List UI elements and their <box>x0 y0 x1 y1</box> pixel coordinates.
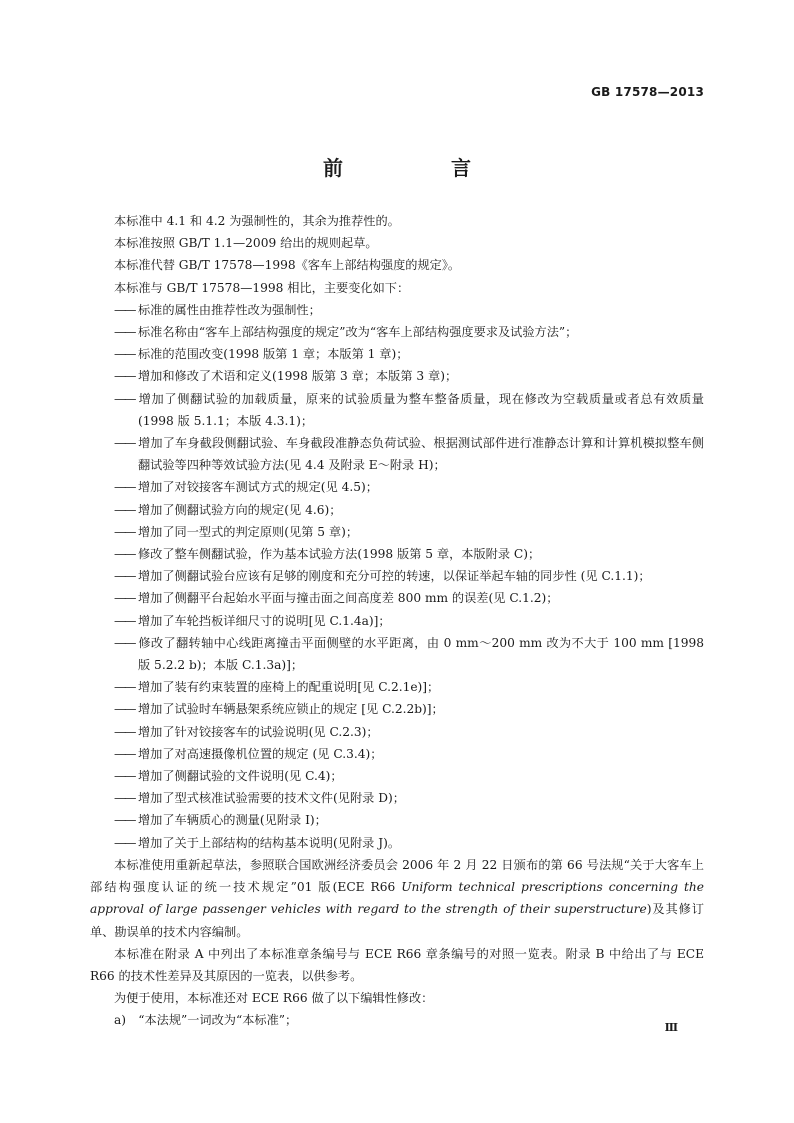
intro-paragraph: 本标准按照 GB/T 1.1—2009 给出的规则起草。 <box>114 236 378 251</box>
standard-code: GB 17578—2013 <box>591 85 704 99</box>
change-item <box>90 499 704 521</box>
intro-paragraph: 本标准与 GB/T 17578—1998 相比，主要变化如下： <box>114 280 410 295</box>
ece-reference-paragraph <box>90 854 704 943</box>
appendix-note-paragraph: 本标准在附录 A 中列出了本标准章条编号与 ECE R66 章条编号的对照一览表。附录 B 中给出了与 ECE R66 的技术性差异及其原因的一览表，以供参考。 <box>90 946 704 983</box>
change-item <box>90 698 704 720</box>
dash-marker: —— <box>114 302 135 317</box>
dash-marker: —— <box>114 680 135 695</box>
page-title: 前 言 <box>323 156 515 180</box>
change-item <box>90 610 704 632</box>
change-item <box>90 587 704 609</box>
change-item <box>90 565 704 587</box>
change-text: 增加了同一型式的判定原则(见第 5 章)； <box>138 524 359 539</box>
change-text: 增加了侧翻试验台应该有足够的刚度和充分可控的转速，以保证举起车轴的同步性 (见 C.1.1)； <box>138 569 651 584</box>
change-item <box>90 476 704 498</box>
change-item <box>90 721 704 743</box>
change-item <box>90 809 704 831</box>
change-text: 修改了翻转轴中心线距离撞击平面侧壁的水平距离，由 0 mm～200 mm 改为不大于 100 mm [1998 版 5.2.2 b)；本版 C.1.3a)]； <box>138 635 704 673</box>
dash-marker: —— <box>114 369 135 384</box>
change-text: 增加了对高速摄像机位置的规定 (见 C.3.4)； <box>138 746 383 761</box>
change-text: 增加了侧翻试验方向的规定(见 4.6)； <box>138 502 342 517</box>
change-item <box>90 343 704 365</box>
change-item <box>90 743 704 765</box>
change-text: 增加了型式核准试验需要的技术文件(见附录 D)； <box>138 791 405 806</box>
change-item <box>90 676 704 698</box>
change-item <box>90 832 704 854</box>
change-text: 增加了针对铰接客车的试验说明(见 C.2.3)； <box>138 724 379 739</box>
change-text: 增加和修改了术语和定义(1998 版第 3 章；本版第 3 章)； <box>138 369 458 384</box>
ece-italic-title: Uniform technical prescriptions concerning the approval of large passenger vehicles with regard to the strength of their superstructure <box>90 880 704 917</box>
intro-paragraph: 本标准代替 GB/T 17578—1998《客车上部结构强度的规定》。 <box>114 258 461 273</box>
editorial-intro-paragraph: 为便于使用，本标准还对 ECE R66 做了以下编辑性修改： <box>114 991 434 1006</box>
dash-marker: —— <box>114 480 135 495</box>
change-text: 增加了车身截段侧翻试验、车身截段准静态负荷试验、根据测试部件进行准静态计算和计算机模拟整车侧翻试验等四种等效试验方法(见 4.4 及附录 E～附录 H)； <box>138 436 704 473</box>
dash-marker: —— <box>114 791 135 806</box>
dash-marker: —— <box>114 702 135 717</box>
change-text: 增加了对铰接客车测试方式的规定(见 4.5)； <box>138 480 378 495</box>
change-item <box>90 299 704 321</box>
dash-marker: —— <box>114 813 135 828</box>
dash-marker: —— <box>114 613 135 628</box>
intro-paragraph: 本标准中 4.1 和 4.2 为强制性的，其余为推荐性的。 <box>114 214 400 228</box>
dash-marker: —— <box>114 436 135 451</box>
dash-marker: —— <box>114 569 135 584</box>
dash-marker: —— <box>114 325 135 340</box>
ece-text-after: )及其修订单、勘误单的技术内容编制。 <box>90 902 704 939</box>
dash-marker: —— <box>114 391 135 406</box>
change-text: 标准的属性由推荐性改为强制性； <box>138 302 321 317</box>
change-text: 增加了车辆质心的测量(见附录 I)； <box>138 813 327 828</box>
editorial-item: a) “本法规”一词改为“本标准”； <box>114 1013 298 1028</box>
dash-marker: —— <box>114 591 135 606</box>
change-item <box>90 543 704 565</box>
change-text: 修改了整车侧翻试验，作为基本试验方法(1998 版第 5 章，本版附录 C)； <box>138 547 541 562</box>
dash-marker: —— <box>114 724 135 739</box>
change-item <box>90 321 704 343</box>
change-item <box>90 388 704 432</box>
ece-text-before: 本标准使用重新起草法，参照联合国欧洲经济委员会 2006 年 2 月 22 日颁布的第 66 号法规“关于大客车上部结构强度认证的统一技术规定”01 版(ECE R66 <box>90 857 704 895</box>
change-item <box>90 432 704 476</box>
change-text: 增加了试验时车辆悬架系统应锁止的规定 [见 C.2.2b)]； <box>138 702 444 717</box>
change-item <box>90 765 704 787</box>
change-text: 增加了关于上部结构的结构基本说明(见附录 J)。 <box>138 835 401 850</box>
change-item <box>90 365 704 387</box>
dash-marker: —— <box>114 835 135 850</box>
dash-marker: —— <box>114 547 135 562</box>
change-text: 增加了车轮挡板详细尺寸的说明[见 C.1.4a)]； <box>138 613 391 628</box>
change-text: 标准的范围改变(1998 版第 1 章；本版第 1 章)； <box>138 347 409 362</box>
change-text: 增加了侧翻平台起始水平面与撞击面之间高度差 800 mm 的误差(见 C.1.2)； <box>138 591 559 606</box>
page-number: Ⅲ <box>664 1021 678 1034</box>
change-text: 增加了侧翻试验的加载质量，原来的试验质量为整车整备质量，现在修改为空载质量或者总有效质量(1998 版 5.1.1；本版 4.3.1)； <box>138 391 704 428</box>
change-item <box>90 632 704 676</box>
change-item <box>90 787 704 809</box>
dash-marker: —— <box>114 502 135 517</box>
change-text: 增加了侧翻试验的文件说明(见 C.4)； <box>138 769 343 784</box>
change-text: 增加了装有约束装置的座椅上的配重说明[见 C.2.1e)]； <box>138 680 440 695</box>
dash-marker: —— <box>114 635 135 650</box>
foreword-body <box>90 210 704 1032</box>
changes-list <box>90 299 704 854</box>
change-item <box>90 521 704 543</box>
dash-marker: —— <box>114 347 135 362</box>
dash-marker: —— <box>114 746 135 761</box>
change-text: 标准名称由“客车上部结构强度的规定”改为“客车上部结构强度要求及试验方法”； <box>138 325 578 340</box>
dash-marker: —— <box>114 769 135 784</box>
dash-marker: —— <box>114 524 135 539</box>
